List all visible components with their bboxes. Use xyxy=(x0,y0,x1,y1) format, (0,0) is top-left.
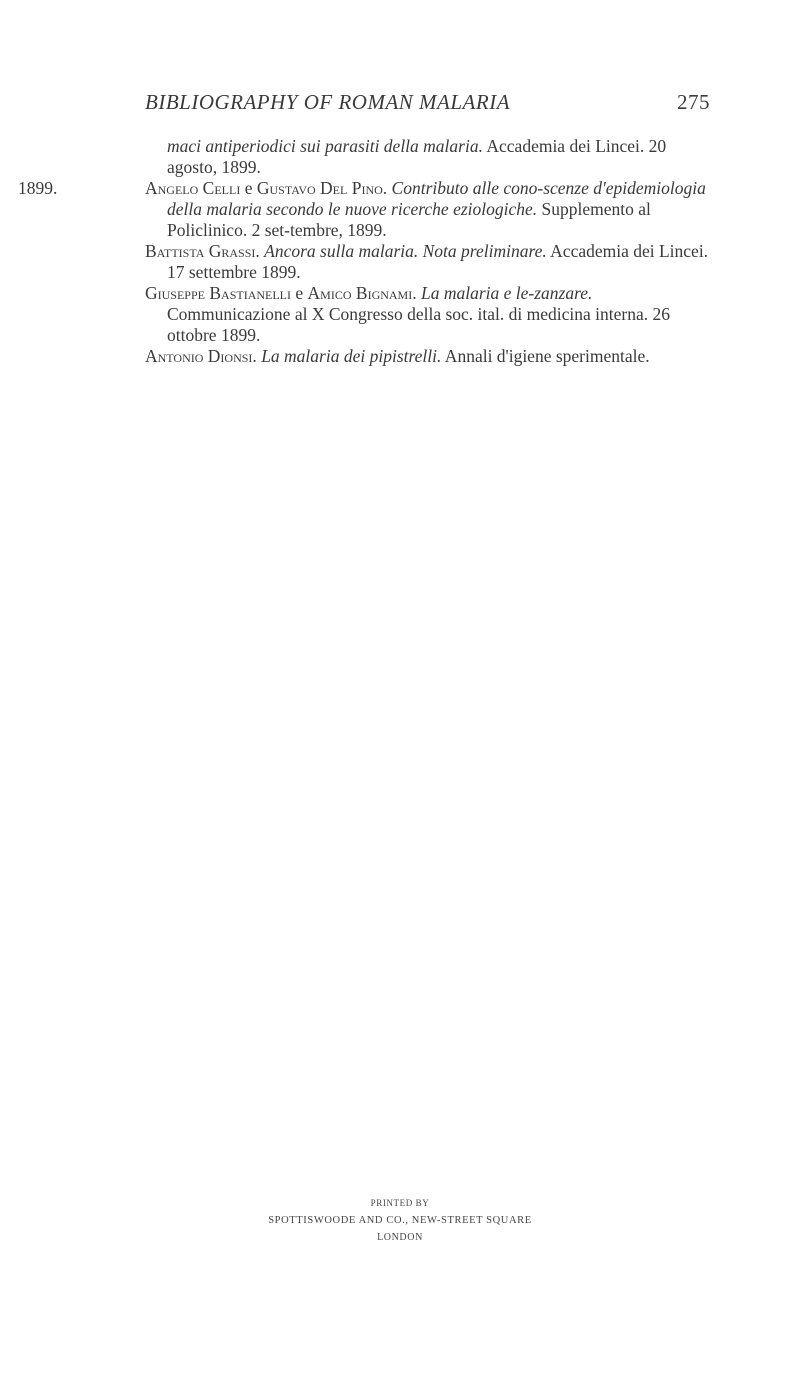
entry-author: Giuseppe Bastianelli xyxy=(145,283,292,303)
entry-text: e xyxy=(240,178,257,198)
bibliography-entry xyxy=(145,346,710,367)
entry-text: e xyxy=(291,283,308,303)
page-number: 275 xyxy=(677,90,710,114)
bibliography-entry xyxy=(18,178,710,241)
printer-imprint xyxy=(240,1195,560,1246)
entry-author: Antonio Dionsi. xyxy=(145,346,257,366)
imprint-printer-name: SPOTTISWOODE AND CO., NEW-STREET SQUARE xyxy=(268,1215,532,1226)
entry-text: Supplemento al Policlinico. 2 set-tembre, 1899. xyxy=(167,199,651,240)
entry-author: Amico Bignami. xyxy=(307,283,417,303)
entry-author: Battista Grassi. xyxy=(145,241,260,261)
imprint-printed-by: PRINTED BY xyxy=(370,1198,430,1208)
running-head-title: BIBLIOGRAPHY OF ROMAN MALARIA xyxy=(145,90,511,114)
entry-text: Communicazione al X Congresso della soc. ital. di medicina interna. 26 ottobre 1899. xyxy=(167,304,670,345)
entry-title: Contributo alle cono-scenze d'epidemiologia della malaria secondo le nuove ricerche eziologiche. xyxy=(167,178,706,219)
entry-author: Angelo Celli xyxy=(145,178,241,198)
entry-text: Annali d'igiene sperimentale. xyxy=(441,346,650,366)
bibliography-entry xyxy=(145,136,710,178)
imprint-city: LONDON xyxy=(377,1232,423,1243)
bibliography-entry xyxy=(145,283,710,346)
entry-title: Ancora sulla malaria. Nota preliminare. xyxy=(264,241,547,261)
entry-author: Gustavo Del Pino. xyxy=(256,178,388,198)
bibliography-entry xyxy=(145,241,710,283)
entry-title: maci antiperiodici sui parasiti della malaria. xyxy=(167,136,483,156)
entry-title: La malaria e le-zanzare. xyxy=(420,283,593,303)
entry-year: 1899. xyxy=(18,178,58,198)
entry-text: Accademia dei Lincei. 20 agosto, 1899. xyxy=(167,136,667,177)
entry-title: La malaria dei pipistrelli. xyxy=(261,346,442,366)
entry-text: Accademia dei Lincei. 17 settembre 1899. xyxy=(167,241,709,282)
running-head xyxy=(145,90,710,120)
bibliography-entries xyxy=(18,136,710,367)
